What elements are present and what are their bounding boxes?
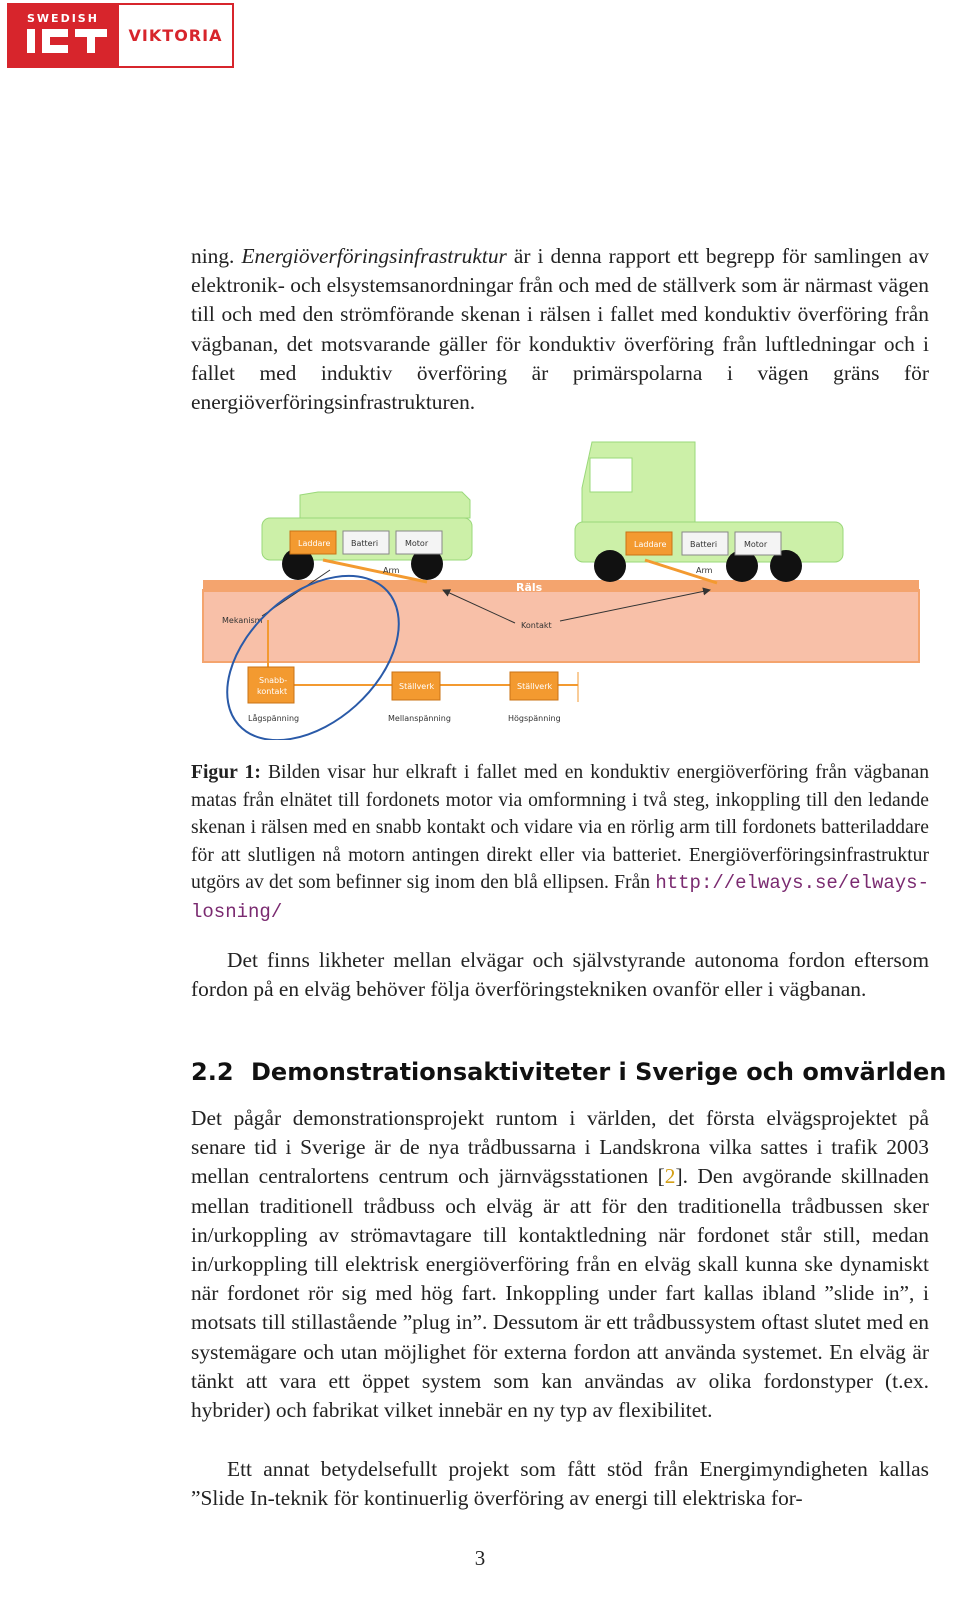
- rail-strip: [203, 580, 919, 592]
- car-arm-label: Arm: [383, 566, 400, 575]
- car-box-batteri-label: Batteri: [351, 539, 379, 548]
- car-box-motor-label: Motor: [405, 539, 429, 548]
- truck-box-motor-label: Motor: [744, 540, 768, 549]
- caption-link[interactable]: http://elways.se/elways-losning/: [191, 872, 929, 923]
- truck-vehicle: [575, 442, 843, 582]
- stallverk-label-2: Ställverk: [517, 682, 553, 691]
- caption-text: Bilden visar hur elkraft i fallet med en konduktiv energiöverföring från vägbanan matas från elnätet till fordonets motor via omformning i två steg, inkoppling till den ledande skenan i rälsen med en snabb kontakt och vidare via en rörlig arm till fordonets batteriladdare för att slutligen nå motorn antingen direkt eller via batteriet. Energiöverföringsinfrastruktur utgörs av det som befinner sig inom den blå ellipsen. Från: [191, 762, 929, 894]
- paragraph-slide-in: Ett annat betydelsefullt projekt som fått stöd från Energimyndigheten kallas ”Slide In-teknik för kontinuerlig överföring av energi till elektriska for-: [191, 1457, 929, 1511]
- paragraph-intro: [191, 242, 929, 417]
- voltage-high-label: Högspänning: [508, 714, 561, 723]
- truck-box-batteri-label: Batteri: [690, 540, 718, 549]
- paragraph-demonstration: [191, 1104, 929, 1425]
- voltage-mid-label: Mellanspänning: [388, 714, 451, 723]
- para1-term: Energiöverföringsinfrastruktur: [241, 244, 507, 268]
- figure-caption: [191, 759, 929, 927]
- para1-rest: är i denna rapport ett begrepp för samlingen av elektronik- och elsystemsanordningar från och med de ställverk som är närmast vägen till och med den strömförande skenan i rälsen i fallet med konduktiv överföring från vägbanan, det motsvarande gäller för konduktiv överföring från luftledningar och i fallet med induktiv överföring är primärspolarna i vägen gräns för energiöverföringsinfrastrukturen.: [191, 244, 929, 415]
- figure-diagram: [0, 440, 960, 740]
- snabbkontakt-label-2: kontakt: [257, 687, 288, 696]
- section-heading: [191, 1058, 946, 1086]
- truck-box-laddare-label: Laddare: [634, 540, 667, 549]
- kontakt-label: Kontakt: [521, 621, 552, 630]
- paragraph-similarities: Det finns likheter mellan elvägar och självstyrande autonoma fordon eftersom fordon på en elväg behöver följa överföringstekniken ovanför eller i vägbanan.: [191, 948, 929, 1002]
- snabbkontakt-label-1: Snabb-: [259, 676, 288, 685]
- para3-part-b: ]. Den avgörande skillnaden mellan traditionell trådbuss och elväg är att för den traditionella trådbussen sker in/urkoppling av strömavtagare till kontaktledning när fordonet står still, medan in/urkoppling till elektrisk energiöverföring från en elväg skall kunna ske dynamiskt när fordonet rör sig med hög fart. Inkoppling under fart kallas ibland ”slide in”, i motsats till stillastående ”plug in”. Dessutom är ett trådbussystem oftast slutet med en systemägare och utan möjlighet för externa fordon att använda systemet. En elväg är tänkt att vara ett öppet system som kan användas av olika fordonstyper (t.ex. hybrider) och fabrikat vilket innebär en ny typ av flexibilitet.: [191, 1164, 929, 1423]
- mekanism-label: Mekanism: [222, 616, 263, 625]
- logo-ict-mark: [7, 3, 119, 68]
- logo-name: VIKTORIA: [128, 26, 223, 45]
- logo-mark: [7, 3, 119, 68]
- road-body: [203, 590, 919, 662]
- voltage-low-label: Lågspänning: [248, 714, 300, 723]
- rail-label: Räls: [516, 581, 543, 594]
- section-title: Demonstrationsaktiviteter i Sverige och omvärlden: [251, 1058, 947, 1086]
- section-number: 2.2: [191, 1058, 234, 1086]
- snabbkontakt-box: [248, 667, 294, 703]
- page-number: 3: [474, 1546, 486, 1570]
- logo-swedish-text: SWEDISH: [27, 12, 99, 25]
- para3-part-a: Det pågår demonstrationsprojekt runtom i världen, det första elvägsprojektet på senare tid i Sverige är de nya trådbussarna i Landskrona vilka sattes i trafik 2003 mellan centralortens centrum och järnvägsstationen [: [191, 1106, 929, 1189]
- truck-arm-label: Arm: [696, 566, 713, 575]
- para1-start: ning.: [191, 244, 242, 268]
- stallverk-label-1: Ställverk: [399, 682, 435, 691]
- logo-name-box: [119, 3, 234, 68]
- logo: [7, 3, 234, 68]
- caption-label: Figur 1:: [191, 762, 261, 783]
- citation-ref[interactable]: 2: [664, 1164, 676, 1189]
- car-box-laddare-label: Laddare: [298, 539, 331, 548]
